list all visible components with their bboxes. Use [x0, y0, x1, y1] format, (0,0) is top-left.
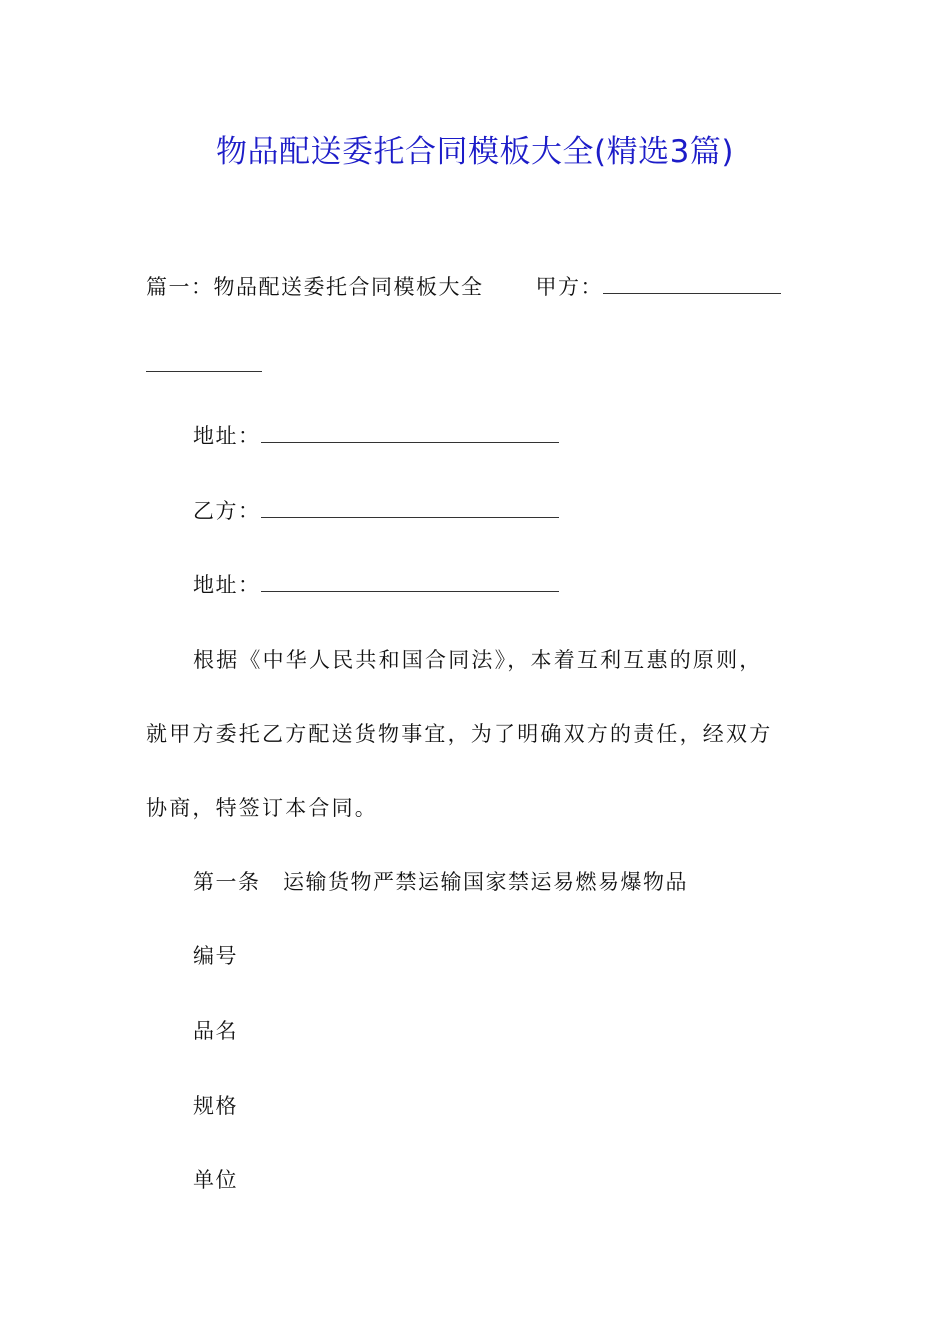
party-a-address-blank[interactable]: [261, 420, 559, 443]
party-b-address-blank[interactable]: [261, 569, 559, 592]
field-unit: 单位: [193, 1168, 238, 1192]
field-number: 编号: [193, 944, 238, 968]
party-b-address-line: [193, 569, 559, 600]
preamble-line-1: 根据《中华人民共和国合同法》，本着互利互惠的原则，: [193, 648, 763, 672]
preamble-line-3: 协商，特签订本合同。: [146, 796, 378, 820]
party-a-address-line: [193, 420, 559, 451]
preamble-line-2: 就甲方委托乙方配送货物事宜，为了明确双方的责任，经双方: [146, 722, 773, 746]
field-specification: 规格: [193, 1094, 238, 1118]
party-a-address-label: 地址：: [193, 424, 261, 448]
party-b-label: 乙方：: [193, 499, 261, 523]
party-a-blank[interactable]: [603, 271, 781, 294]
article-one: 第一条 运输货物严禁运输国家禁运易燃易爆物品: [193, 870, 688, 894]
party-b-line: [193, 495, 559, 526]
party-a-label: 甲方：: [535, 275, 603, 299]
section-heading-line: [146, 271, 781, 302]
section-heading: 篇一：物品配送委托合同模板大全: [146, 275, 484, 299]
party-b-blank[interactable]: [261, 495, 559, 518]
party-b-address-label: 地址：: [193, 573, 261, 597]
field-product-name: 品名: [193, 1019, 238, 1043]
document-title: 物品配送委托合同模板大全(精选3篇): [216, 134, 734, 170]
party-a-blank-continued[interactable]: [146, 370, 262, 372]
